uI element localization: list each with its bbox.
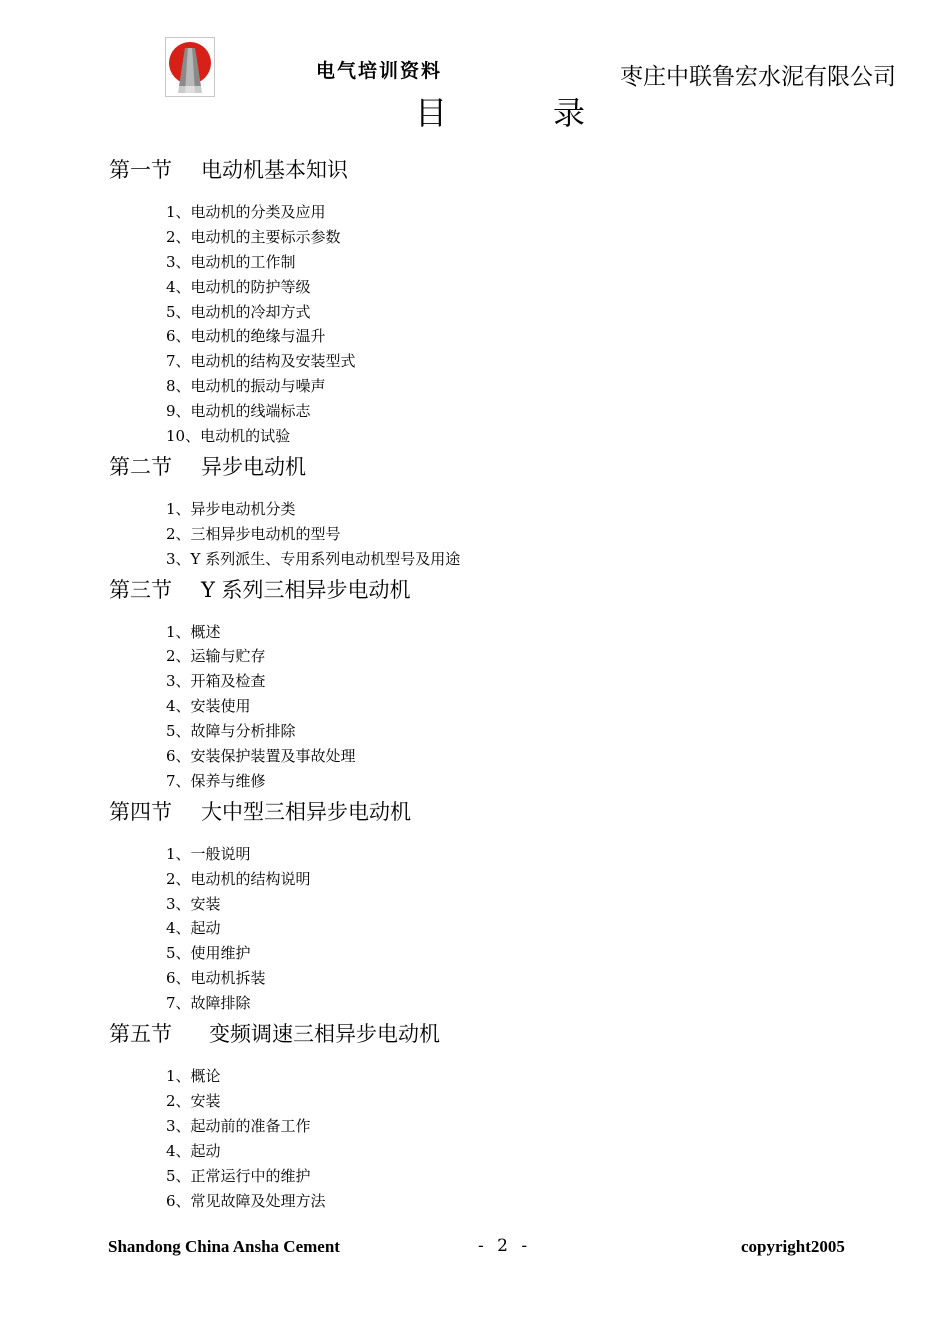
toc-item[interactable]: 7、保养与维修 bbox=[166, 771, 266, 790]
company-logo-icon bbox=[165, 37, 215, 97]
toc-item[interactable]: 8、电动机的振动与噪声 bbox=[166, 377, 326, 396]
section-title: Y 系列三相异步电动机 bbox=[201, 577, 411, 602]
toc-item[interactable]: 2、三相异步电动机的型号 bbox=[166, 524, 341, 543]
toc-section bbox=[109, 572, 869, 794]
toc-item[interactable]: 3、开箱及检查 bbox=[166, 672, 266, 691]
toc-item[interactable]: 4、起动 bbox=[166, 1141, 221, 1160]
toc-item[interactable]: 1、异步电动机分类 bbox=[166, 499, 296, 518]
toc-item[interactable]: 4、安装使用 bbox=[166, 697, 251, 716]
toc-item[interactable]: 6、电动机拆装 bbox=[166, 969, 266, 988]
footer-company: Shandong China Ansha Cement bbox=[108, 1237, 340, 1256]
footer-copyright: copyright2005 bbox=[741, 1237, 845, 1256]
toc-item[interactable]: 6、安装保护装置及事故处理 bbox=[166, 747, 356, 766]
company-name: 枣庄中联鲁宏水泥有限公司 bbox=[620, 64, 896, 90]
toc-item[interactable]: 4、起动 bbox=[166, 919, 221, 938]
section-number: 第三节 bbox=[109, 577, 172, 602]
toc-item[interactable]: 7、故障排除 bbox=[166, 994, 251, 1013]
toc-item[interactable]: 5、电动机的冷却方式 bbox=[166, 302, 311, 321]
section-title: 大中型三相异步电动机 bbox=[201, 799, 411, 824]
toc-title-char-1: 目 bbox=[415, 94, 448, 132]
toc-item[interactable]: 1、电动机的分类及应用 bbox=[166, 203, 326, 221]
section-number: 第五节 bbox=[109, 1022, 172, 1047]
section-title: 电动机基本知识 bbox=[201, 158, 348, 182]
section-heading[interactable] bbox=[109, 152, 869, 194]
toc-section bbox=[109, 449, 869, 572]
toc-item[interactable]: 3、起动前的准备工作 bbox=[166, 1116, 311, 1135]
toc-item[interactable]: 7、电动机的结构及安装型式 bbox=[166, 352, 356, 371]
toc-item[interactable]: 3、安装 bbox=[166, 894, 221, 913]
toc-item[interactable]: 6、常见故障及处理方法 bbox=[166, 1191, 326, 1210]
toc-item[interactable]: 2、电动机的结构说明 bbox=[166, 869, 311, 888]
section-items bbox=[109, 497, 869, 572]
toc-section bbox=[109, 794, 869, 1016]
toc-item[interactable]: 5、故障与分析排除 bbox=[166, 722, 296, 741]
section-heading[interactable] bbox=[109, 1016, 869, 1058]
section-number: 第四节 bbox=[109, 799, 172, 824]
section-title: 异步电动机 bbox=[201, 454, 306, 479]
toc-item[interactable]: 4、电动机的防护等级 bbox=[166, 277, 311, 296]
section-heading[interactable] bbox=[109, 449, 869, 491]
section-items bbox=[109, 200, 869, 449]
toc-item[interactable]: 2、安装 bbox=[166, 1091, 221, 1110]
section-items bbox=[109, 620, 869, 794]
toc-item[interactable]: 5、使用维护 bbox=[166, 944, 251, 963]
toc-section bbox=[109, 1016, 869, 1213]
page-number: - 2 - bbox=[478, 1236, 532, 1256]
toc-item[interactable]: 1、概论 bbox=[166, 1067, 221, 1086]
section-items bbox=[109, 1064, 869, 1213]
section-title: 变频调速三相异步电动机 bbox=[209, 1022, 440, 1047]
toc-item[interactable]: 2、电动机的主要标示参数 bbox=[166, 227, 341, 246]
toc-title-char-2: 录 bbox=[553, 94, 586, 132]
toc-title bbox=[415, 88, 585, 134]
toc-item[interactable]: 1、概述 bbox=[166, 622, 221, 641]
doc-title: 电气培训资料 bbox=[316, 60, 443, 82]
toc-item[interactable]: 10、电动机的试验 bbox=[166, 427, 291, 446]
section-items bbox=[109, 842, 869, 1016]
toc-item[interactable]: 5、正常运行中的维护 bbox=[166, 1166, 311, 1185]
toc-item[interactable]: 9、电动机的线端标志 bbox=[166, 402, 311, 421]
section-number: 第二节 bbox=[109, 454, 172, 479]
toc-item[interactable]: 6、电动机的绝缘与温升 bbox=[166, 327, 326, 346]
toc-section bbox=[109, 152, 869, 449]
section-number: 第一节 bbox=[109, 158, 172, 182]
table-of-contents bbox=[109, 152, 869, 1213]
toc-item[interactable]: 3、电动机的工作制 bbox=[166, 252, 296, 271]
section-heading[interactable] bbox=[109, 794, 869, 836]
toc-item[interactable]: 1、一般说明 bbox=[166, 844, 251, 863]
toc-item[interactable]: 3、Y 系列派生、专用系列电动机型号及用途 bbox=[166, 549, 461, 568]
toc-item[interactable]: 2、运输与贮存 bbox=[166, 647, 266, 666]
section-heading[interactable] bbox=[109, 572, 869, 614]
